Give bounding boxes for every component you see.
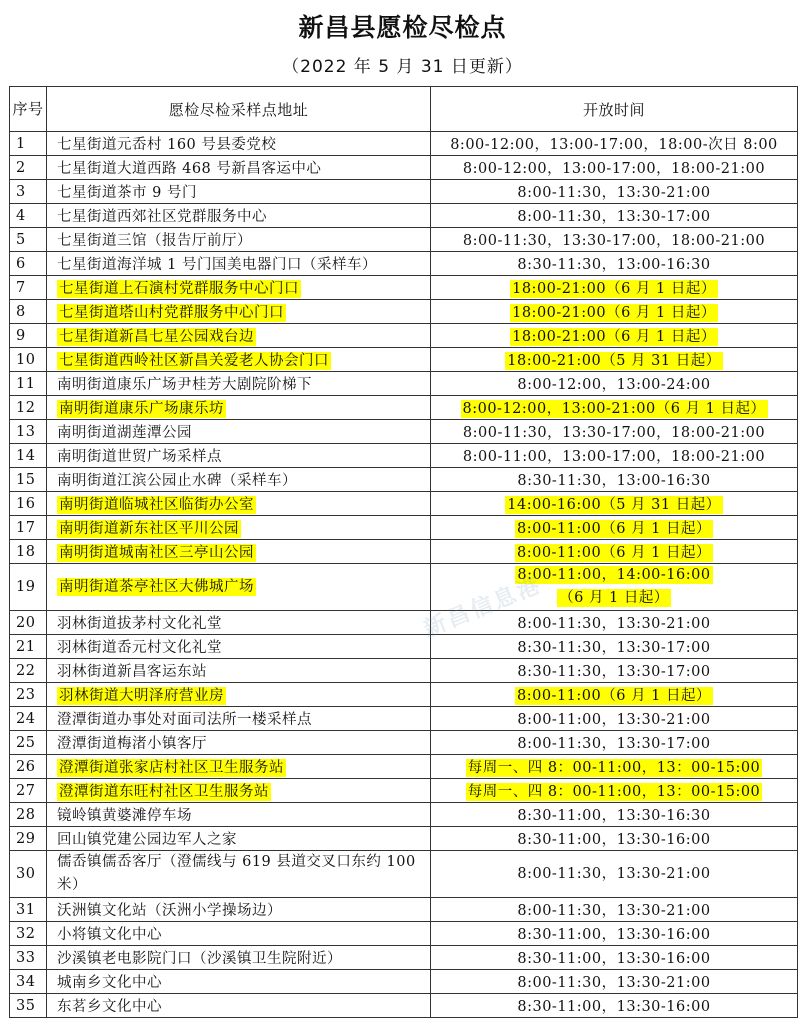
opening-hours-cell: [431, 970, 798, 994]
update-date: （2022 年 5 月 31 日更新）: [282, 57, 523, 77]
site-address-cell: [47, 444, 431, 468]
table-row: [10, 324, 798, 348]
row-number: 19: [10, 564, 47, 611]
table-row: [10, 228, 798, 252]
row-number: 13: [10, 420, 47, 444]
site-address: 澄潭街道办事处对面司法所一楼采样点: [57, 712, 312, 728]
table-row: [10, 731, 798, 755]
row-number: 9: [10, 324, 47, 348]
site-address-cell: [47, 468, 431, 492]
opening-hours-cell: [431, 755, 798, 779]
site-address: 七星街道茶市 9 号门: [57, 185, 197, 201]
row-number: 33: [10, 946, 47, 970]
site-address-cell: [47, 898, 431, 922]
site-address: 七星街道新昌七星公园戏台边: [59, 329, 254, 345]
row-number: 23: [10, 683, 47, 707]
table-row: [10, 970, 798, 994]
opening-hours: 每周一、四 8：00-11:00，13：00-15:00: [467, 784, 761, 800]
site-address-cell: [47, 540, 431, 564]
table-row: [10, 180, 798, 204]
site-address: 回山镇党建公园边军人之家: [57, 832, 237, 848]
row-number: 6: [10, 252, 47, 276]
row-number: 32: [10, 922, 47, 946]
table-row: [10, 132, 798, 156]
opening-hours: 8:00-11:30，13:30-21:00: [517, 185, 711, 201]
opening-hours: 8:00-12:00，13:00-21:00（6 月 1 日起）: [462, 401, 766, 417]
opening-hours: 8:00-11:30，13:30-17:00，18:00-21:00: [462, 233, 766, 249]
site-address: 镜岭镇黄婆滩停车场: [57, 808, 192, 824]
opening-hours-cell: [431, 659, 798, 683]
opening-hours-cell: [431, 851, 798, 898]
opening-hours-cell: [431, 994, 798, 1018]
site-address: 城南乡文化中心: [57, 975, 162, 991]
site-address-cell: [47, 252, 431, 276]
site-address-cell: [47, 492, 431, 516]
opening-hours-cell: [431, 492, 798, 516]
table-row: [10, 851, 798, 898]
table-row: [10, 468, 798, 492]
site-address-cell: [47, 731, 431, 755]
row-number: 29: [10, 827, 47, 851]
site-address: 南明街道新东社区平川公园: [59, 521, 239, 537]
opening-hours: 18:00-21:00（6 月 1 日起）: [512, 281, 716, 297]
row-number: 34: [10, 970, 47, 994]
site-address-cell: [47, 180, 431, 204]
site-address-cell: [47, 755, 431, 779]
column-header-address: 愿检尽检采样点地址: [47, 87, 431, 132]
opening-hours-cell: [431, 827, 798, 851]
site-address: 南明街道城南社区三亭山公园: [59, 545, 254, 561]
opening-hours: 8:30-11:00，13:30-16:00: [517, 951, 711, 967]
opening-hours: 18:00-21:00（6 月 1 日起）: [512, 329, 716, 345]
table-row: [10, 564, 798, 611]
opening-hours-cell: [431, 396, 798, 420]
opening-hours-cell: [431, 540, 798, 564]
site-address: 七星街道大道西路 468 号新昌客运中心: [57, 161, 322, 177]
opening-hours-cell: [431, 300, 798, 324]
site-address: 澄潭街道张家店村社区卫生服务站: [59, 760, 284, 776]
row-number: 2: [10, 156, 47, 180]
opening-hours: 8:00-11:30，13:30-17:00: [517, 736, 711, 752]
table-body: [10, 132, 798, 1018]
opening-hours: 8:00-12:00，13:00-17:00，18:00-次日 8:00: [450, 137, 778, 153]
site-address: 南明街道临城社区临街办公室: [59, 497, 254, 513]
site-address: 羽林街道大明泽府营业房: [59, 688, 224, 704]
opening-hours-cell: [431, 468, 798, 492]
site-address-cell: [47, 156, 431, 180]
opening-hours: 8:30-11:00，13:30-16:00: [517, 927, 711, 943]
site-address-cell: [47, 635, 431, 659]
opening-hours-cell: [431, 922, 798, 946]
row-number: 24: [10, 707, 47, 731]
row-number: 30: [10, 851, 47, 898]
opening-hours-cell: [431, 132, 798, 156]
table-row: [10, 659, 798, 683]
site-address: 澄潭街道梅渚小镇客厅: [57, 736, 207, 752]
opening-hours-cell: [431, 276, 798, 300]
row-number: 31: [10, 898, 47, 922]
site-address-cell: [47, 396, 431, 420]
opening-hours-cell: [431, 635, 798, 659]
table-row: [10, 444, 798, 468]
table-row: [10, 156, 798, 180]
site-address-cell: [47, 922, 431, 946]
site-address-cell: [47, 324, 431, 348]
opening-hours-cell: [431, 420, 798, 444]
site-address: 小将镇文化中心: [57, 927, 162, 943]
row-number: 20: [10, 611, 47, 635]
row-number: 28: [10, 803, 47, 827]
table-row: [10, 898, 798, 922]
site-address: 七星街道上石演村党群服务中心门口: [59, 281, 299, 297]
opening-hours-cell: [431, 683, 798, 707]
row-number: 27: [10, 779, 47, 803]
site-address-cell: [47, 659, 431, 683]
site-address: 澄潭街道东旺村社区卫生服务站: [59, 784, 269, 800]
site-address-cell: [47, 827, 431, 851]
table-row: [10, 348, 798, 372]
table-row: [10, 252, 798, 276]
table-row: [10, 420, 798, 444]
opening-hours: 8:00-11:00，13:30-21:00: [517, 712, 711, 728]
site-address: 南明街道康乐广场尹桂芳大剧院阶梯下: [57, 377, 312, 393]
row-number: 4: [10, 204, 47, 228]
opening-hours: 8:30-11:00，13:30-16:30: [517, 808, 711, 824]
opening-hours: 每周一、四 8：00-11:00，13：00-15:00: [467, 760, 761, 776]
opening-hours: 8:00-11:00（6 月 1 日起）: [516, 545, 712, 561]
table-row: [10, 635, 798, 659]
table-row: [10, 827, 798, 851]
site-address: 羽林街道拔茅村文化礼堂: [57, 616, 222, 632]
opening-hours: 8:30-11:30，13:00-16:30: [517, 257, 711, 273]
opening-hours: 8:00-11:30，13:30-21:00: [517, 616, 711, 632]
table-row: [10, 492, 798, 516]
site-address: 南明街道江滨公园止水碑（采样车）: [57, 473, 297, 489]
row-number: 8: [10, 300, 47, 324]
opening-hours: 8:00-11:00（6 月 1 日起）: [516, 688, 712, 704]
opening-hours: 14:00-16:00（5 月 31 日起）: [507, 497, 721, 513]
row-number: 14: [10, 444, 47, 468]
site-address-cell: [47, 851, 431, 898]
opening-hours-cell: [431, 324, 798, 348]
row-number: 11: [10, 372, 47, 396]
site-address-cell: [47, 946, 431, 970]
site-address-cell: [47, 683, 431, 707]
row-number: 25: [10, 731, 47, 755]
table-row: [10, 540, 798, 564]
row-number: 3: [10, 180, 47, 204]
opening-hours: 8:00-11:30，13:30-17:00: [517, 209, 711, 225]
site-address-cell: [47, 420, 431, 444]
opening-hours-cell: [431, 946, 798, 970]
site-address-cell: [47, 132, 431, 156]
site-address-cell: [47, 994, 431, 1018]
site-address-cell: [47, 516, 431, 540]
site-address: 羽林街道岙元村文化礼堂: [57, 640, 222, 656]
table-row: [10, 516, 798, 540]
row-number: 7: [10, 276, 47, 300]
site-address-cell: [47, 348, 431, 372]
opening-hours-cell: [431, 731, 798, 755]
opening-hours: 8:30-11:30，13:00-16:30: [517, 473, 711, 489]
table-row: [10, 396, 798, 420]
opening-hours-cell: [431, 252, 798, 276]
opening-hours-cell: [431, 156, 798, 180]
opening-hours: 8:00-12:00，13:00-17:00，18:00-21:00: [462, 161, 766, 177]
site-address-cell: [47, 611, 431, 635]
column-header-time: 开放时间: [431, 87, 798, 132]
site-address: 儒岙镇儒岙客厅（澄儒线与 619 县道交叉口东约 100 米）: [57, 854, 416, 893]
opening-hours-cell: [431, 707, 798, 731]
watermark: 新昌信息港: [420, 572, 546, 643]
table-row: [10, 276, 798, 300]
table-row: [10, 683, 798, 707]
site-address: 七星街道海洋城 1 号门国美电器门口（采样车）: [57, 257, 377, 273]
table-row: [10, 946, 798, 970]
site-address-cell: [47, 228, 431, 252]
site-address: 沃洲镇文化站（沃洲小学操场边）: [57, 903, 282, 919]
site-address: 南明街道世贸广场采样点: [57, 449, 222, 465]
row-number: 1: [10, 132, 47, 156]
opening-hours: 18:00-21:00（5 月 31 日起）: [507, 353, 721, 369]
row-number: 21: [10, 635, 47, 659]
page-title: 新昌县愿检尽检点: [298, 13, 507, 42]
row-number: 12: [10, 396, 47, 420]
site-address: 七星街道元岙村 160 号县委党校: [57, 137, 277, 153]
row-number: 10: [10, 348, 47, 372]
table-row: [10, 755, 798, 779]
opening-hours-cell: [431, 204, 798, 228]
table-row: [10, 779, 798, 803]
site-address-cell: [47, 372, 431, 396]
row-number: 15: [10, 468, 47, 492]
opening-hours: 8:00-11:30，13:30-21:00: [517, 975, 711, 991]
table-row: [10, 372, 798, 396]
site-address-cell: [47, 564, 431, 611]
table-header-row: [10, 87, 798, 132]
opening-hours-cell: [431, 372, 798, 396]
site-address: 七星街道塔山村党群服务中心门口: [59, 305, 284, 321]
site-address: 南明街道湖莲潭公园: [57, 425, 192, 441]
site-address-cell: [47, 204, 431, 228]
row-number: 16: [10, 492, 47, 516]
table-row: [10, 300, 798, 324]
opening-hours-cell: [431, 803, 798, 827]
site-address-cell: [47, 779, 431, 803]
opening-hours: 8:00-11:30，13:30-21:00: [517, 865, 711, 882]
opening-hours: 8:30-11:30，13:30-17:00: [517, 640, 711, 656]
site-address: 七星街道西岭社区新昌关爱老人协会门口: [59, 353, 329, 369]
opening-hours-cell: [431, 180, 798, 204]
row-number: 35: [10, 994, 47, 1018]
opening-hours-cell: [431, 516, 798, 540]
row-number: 5: [10, 228, 47, 252]
opening-hours-note: （6 月 1 日起）: [559, 590, 669, 606]
column-header-seq: 序号: [10, 87, 47, 132]
testing-sites-table: [9, 86, 798, 1018]
opening-hours: 8:00-11:00，14:00-16:00: [517, 567, 711, 583]
opening-hours-cell: [431, 898, 798, 922]
opening-hours: 8:30-11:00，13:30-16:00: [517, 832, 711, 848]
table-row: [10, 707, 798, 731]
row-number: 17: [10, 516, 47, 540]
site-address-cell: [47, 300, 431, 324]
site-address: 七星街道三馆（报告厅前厅）: [57, 233, 252, 249]
site-address: 东茗乡文化中心: [57, 999, 162, 1015]
opening-hours-cell: [431, 779, 798, 803]
site-address-cell: [47, 276, 431, 300]
site-address: 羽林街道新昌客运东站: [57, 664, 207, 680]
opening-hours: 8:00-12:00，13:00-24:00: [517, 377, 711, 393]
row-number: 18: [10, 540, 47, 564]
opening-hours: 8:00-11:00（6 月 1 日起）: [516, 521, 712, 537]
opening-hours: 8:30-11:30，13:30-17:00: [517, 664, 711, 680]
opening-hours: 18:00-21:00（6 月 1 日起）: [512, 305, 716, 321]
table-row: [10, 922, 798, 946]
table-row: [10, 611, 798, 635]
opening-hours: 8:00-11:30，13:30-21:00: [517, 903, 711, 919]
opening-hours-cell: [431, 228, 798, 252]
table-row: [10, 204, 798, 228]
opening-hours: 8:00-11:30，13:30-17:00，18:00-21:00: [462, 425, 766, 441]
site-address: 南明街道康乐广场康乐坊: [59, 401, 224, 417]
site-address-cell: [47, 707, 431, 731]
site-address-cell: [47, 970, 431, 994]
opening-hours: 8:30-11:00，13:30-16:00: [517, 999, 711, 1015]
opening-hours-cell: [431, 348, 798, 372]
table-row: [10, 994, 798, 1018]
opening-hours-cell: [431, 444, 798, 468]
site-address: 南明街道茶亭社区大佛城广场: [59, 578, 254, 595]
site-address-cell: [47, 803, 431, 827]
opening-hours: 8:00-11:00，13:00-17:00，18:00-21:00: [462, 449, 766, 465]
site-address: 沙溪镇老电影院门口（沙溪镇卫生院附近）: [57, 951, 342, 967]
row-number: 22: [10, 659, 47, 683]
row-number: 26: [10, 755, 47, 779]
table-row: [10, 803, 798, 827]
site-address: 七星街道西郊社区党群服务中心: [57, 209, 267, 225]
